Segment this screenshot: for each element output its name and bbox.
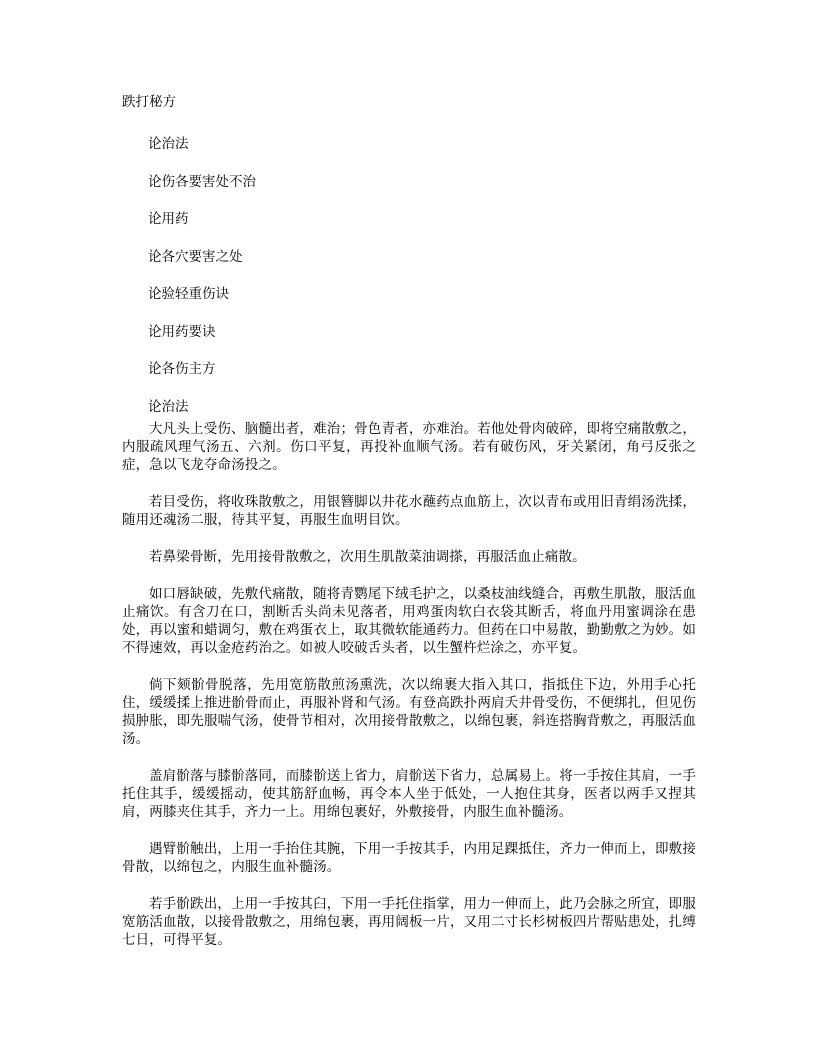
toc-item: 论用药要诀 — [148, 323, 216, 340]
document-body — [122, 420, 696, 968]
body-paragraph: 若目受伤，将收珠散敷之，用银簪脚以井花水蘸药点血筋上，次以青布或用旧青绢汤洗揉，随用还魂汤二服，待其平复，再服生血明目饮。 — [122, 494, 696, 528]
body-paragraph: 大凡头上受伤、脑髓出者，难治；骨色青者，亦难治。若他处骨肉破碎，即将空痛散敷之，内服疏风理气汤五、六剂。伤口平复，再投补血顺气汤。若有破伤风，牙关紧闭，角弓反张之症，急以飞龙夺命汤投之。 — [122, 421, 696, 473]
toc-item: 论用药 — [148, 211, 189, 227]
document-title: 跌打秘方 — [122, 94, 176, 110]
toc-item: 论伤各要害处不治 — [148, 173, 256, 190]
toc-item: 论验轻重伤诀 — [148, 286, 229, 302]
body-paragraph: 若鼻梁骨断，先用接骨散敷之，次用生肌散菜油调搽，再服活血止痛散。 — [149, 549, 586, 565]
body-paragraph: 盖肩骱落与膝骱落同，而膝骱送上省力，肩骱送下省力，总属易上。将一手按住其肩，一手托住其手，缓缓摇动，使其筋舒血畅，再令本人坐于低处，一人抱住其身，医者以两手又捏其肩，两膝夹住其手，齐力一上。用绵包裹好，外敷接骨，内服生血补髓汤。 — [122, 768, 696, 820]
body-paragraph: 倘下颏骱骨脱落，先用宽筋散煎汤熏洗，次以绵裹大指入其口，指抵住下边，外用手心托住，缓缓揉上推进骱骨而止，再服补肾和气汤。有登高跌扑两肩夭井骨受伤，不便绑扎，但见伤损肿胀，即先服喘气汤，使骨节相对，次用接骨散敷之，以绵包裹，斜连搭胸背敷之，再服活血汤。 — [122, 677, 696, 747]
body-paragraph: 若手骱跌出，上用一手按其臼，下用一手托住指掌，用力一伸而上，此乃会脉之所宜，即服宽筋活血散，以接骨散敷之，用绵包裹，再用阔板一片，又用二寸长杉树板四片帮贴患处，扎缚七日，可得平复。 — [122, 896, 696, 948]
body-paragraph: 遇臂骱触出，上用一手抬住其腕，下用一手按其手，内用足踝抵住，齐力一伸而上，即敷接骨散，以绵包之，内服生血补髓汤。 — [122, 841, 696, 875]
table-of-contents — [148, 135, 256, 435]
body-paragraph: 如口唇缺破，先敷代痛散，随将青鹦尾下绒毛护之，以桑枝油线缝合，再敷生肌散，服活血止痛饮。有含刀在口，割断舌头尚未见落者，用鸡蛋肉软白衣袋其断舌，将血丹用蜜调涂在患处，再以蜜和蜡调匀，敷在鸡蛋衣上，取其微软能通药力。但药在口中易散，勤勤敷之为妙。如不得速效，再以金疮药治之。如被人咬破舌头者，以生蟹杵烂涂之，亦平复。 — [122, 586, 696, 656]
toc-item: 论治法 — [148, 136, 189, 152]
toc-item: 论各穴要害之处 — [148, 248, 243, 265]
toc-item: 论各伤主方 — [148, 361, 216, 377]
toc-item: 论治法 — [148, 398, 189, 415]
